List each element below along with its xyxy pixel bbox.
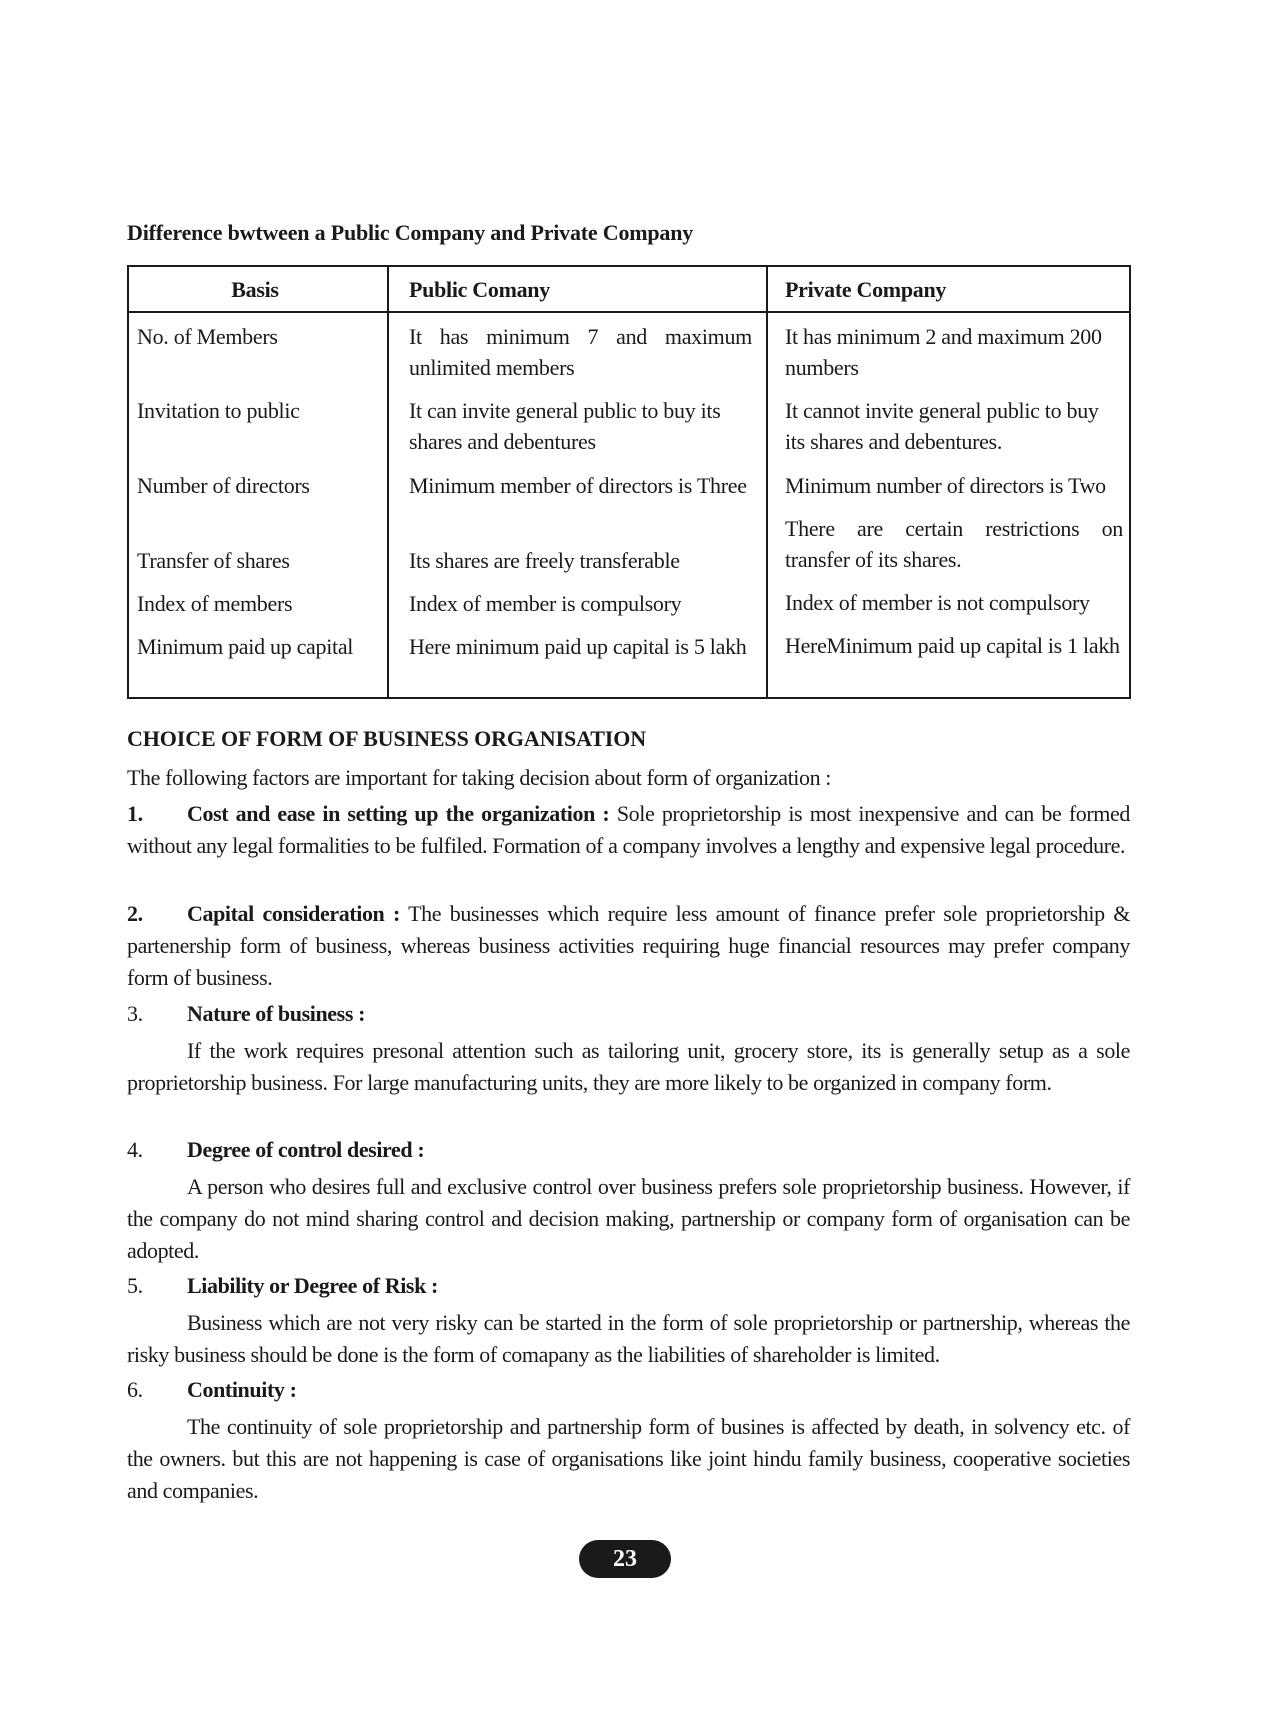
factor-heading: Liability or Degree of Risk : — [187, 1273, 438, 1298]
section-title: CHOICE OF FORM OF BUSINESS ORGANISATION — [127, 726, 647, 751]
table-cell: There are certain restrictions on transfer of its shares. — [785, 516, 1123, 572]
factor-4-text: A person who desires full and exclusive control over business prefers sole proprietorship business. However, if the company do not mind sharing control and decision making, partnership or company form of organisation can be adopted. — [127, 1174, 1130, 1263]
factor-5-text: Business which are not very risky can be started in the form of sole proprietorship or partnership, whereas the risky business should be done is the form of comapany as the liabilities of shareholder is limited. — [127, 1310, 1130, 1367]
factor-heading: Continuity : — [187, 1377, 297, 1402]
table-cell: Transfer of shares — [137, 548, 290, 573]
factor-6-heading — [127, 1374, 1130, 1406]
factor-number: 1. — [127, 801, 143, 826]
factor-number: 4. — [127, 1137, 143, 1162]
section-intro: The following factors are important for taking decision about form of organization : — [127, 765, 832, 790]
table-cell: It can invite general public to buy its shares and debentures — [409, 398, 721, 454]
header-public-company: Public Comany — [387, 267, 766, 311]
private-company-column — [766, 313, 1129, 697]
table-cell: Number of directors — [137, 473, 310, 498]
table-cell: Minimum paid up capital — [137, 634, 354, 659]
public-company-column — [387, 313, 766, 697]
factor-heading: Nature of business : — [187, 1001, 366, 1026]
table-cell: Invitation to public — [137, 398, 300, 423]
page-number-badge: 23 — [579, 1540, 671, 1578]
table-title: Difference bwtween a Public Company and Private Company — [127, 220, 694, 245]
table-cell: Index of members — [137, 591, 293, 616]
factor-4-heading — [127, 1134, 1130, 1166]
factor-text: Sole proprietorship is most inexpensive and can be formed without any legal formalities to be fulfiled. Formation of a company involves a lengthy and expensive legal procedure. — [127, 801, 1130, 858]
factor-1 — [127, 798, 1130, 862]
factor-number: 6. — [127, 1377, 143, 1402]
factor-number: 3. — [127, 1001, 143, 1026]
factor-text: The businesses which require less amount of finance prefer sole proprietorship & partenership form of business, whereas business activities requiring huge financial resources may prefer company form of business. — [127, 901, 1130, 990]
factor-3-heading — [127, 998, 1130, 1030]
factor-number: 5. — [127, 1273, 143, 1298]
table-cell: HereMinimum paid up capital is 1 lakh — [785, 633, 1120, 658]
factor-5-heading — [127, 1270, 1130, 1302]
factor-2 — [127, 898, 1130, 994]
table-cell: Index of member is compulsory — [409, 591, 682, 616]
table-cell: It has minimum 2 and maximum 200 numbers — [785, 324, 1102, 380]
factor-heading: Capital consideration : — [187, 901, 400, 926]
table-cell: Here minimum paid up capital is 5 lakh — [409, 634, 747, 659]
table-header-row — [129, 267, 1129, 313]
factor-heading: Cost and ease in setting up the organization : — [187, 801, 610, 826]
basis-column — [129, 313, 387, 697]
comparison-table — [127, 265, 1131, 699]
factor-3-text: If the work requires presonal attention such as tailoring unit, grocery store, its is generally setup as a sole proprietorship business. For large manufacturing units, they are more likely to be organized in company form. — [127, 1038, 1130, 1095]
header-basis: Basis — [231, 277, 279, 302]
table-cell: Its shares are freely transferable — [409, 548, 680, 573]
table-cell: Index of member is not compulsory — [785, 590, 1090, 615]
table-body — [129, 313, 1129, 697]
table-cell: It cannot invite general public to buy its shares and debentures. — [785, 398, 1099, 454]
table-cell: No. of Members — [137, 324, 278, 349]
table-cell: Minimum member of directors is Three — [409, 473, 747, 498]
factor-number: 2. — [127, 901, 143, 926]
table-cell: It has minimum 7 and maximum unlimited members — [409, 324, 752, 380]
table-cell: Minimum number of directors is Two — [785, 473, 1106, 498]
factor-6-text: The continuity of sole proprietorship and partnership form of busines is affected by death, in solvency etc. of the owners. but this are not happening is case of organisations like joint hindu family business, cooperative societies and companies. — [127, 1414, 1130, 1503]
factor-heading: Degree of control desired : — [187, 1137, 425, 1162]
header-private-company: Private Company — [766, 267, 1129, 311]
